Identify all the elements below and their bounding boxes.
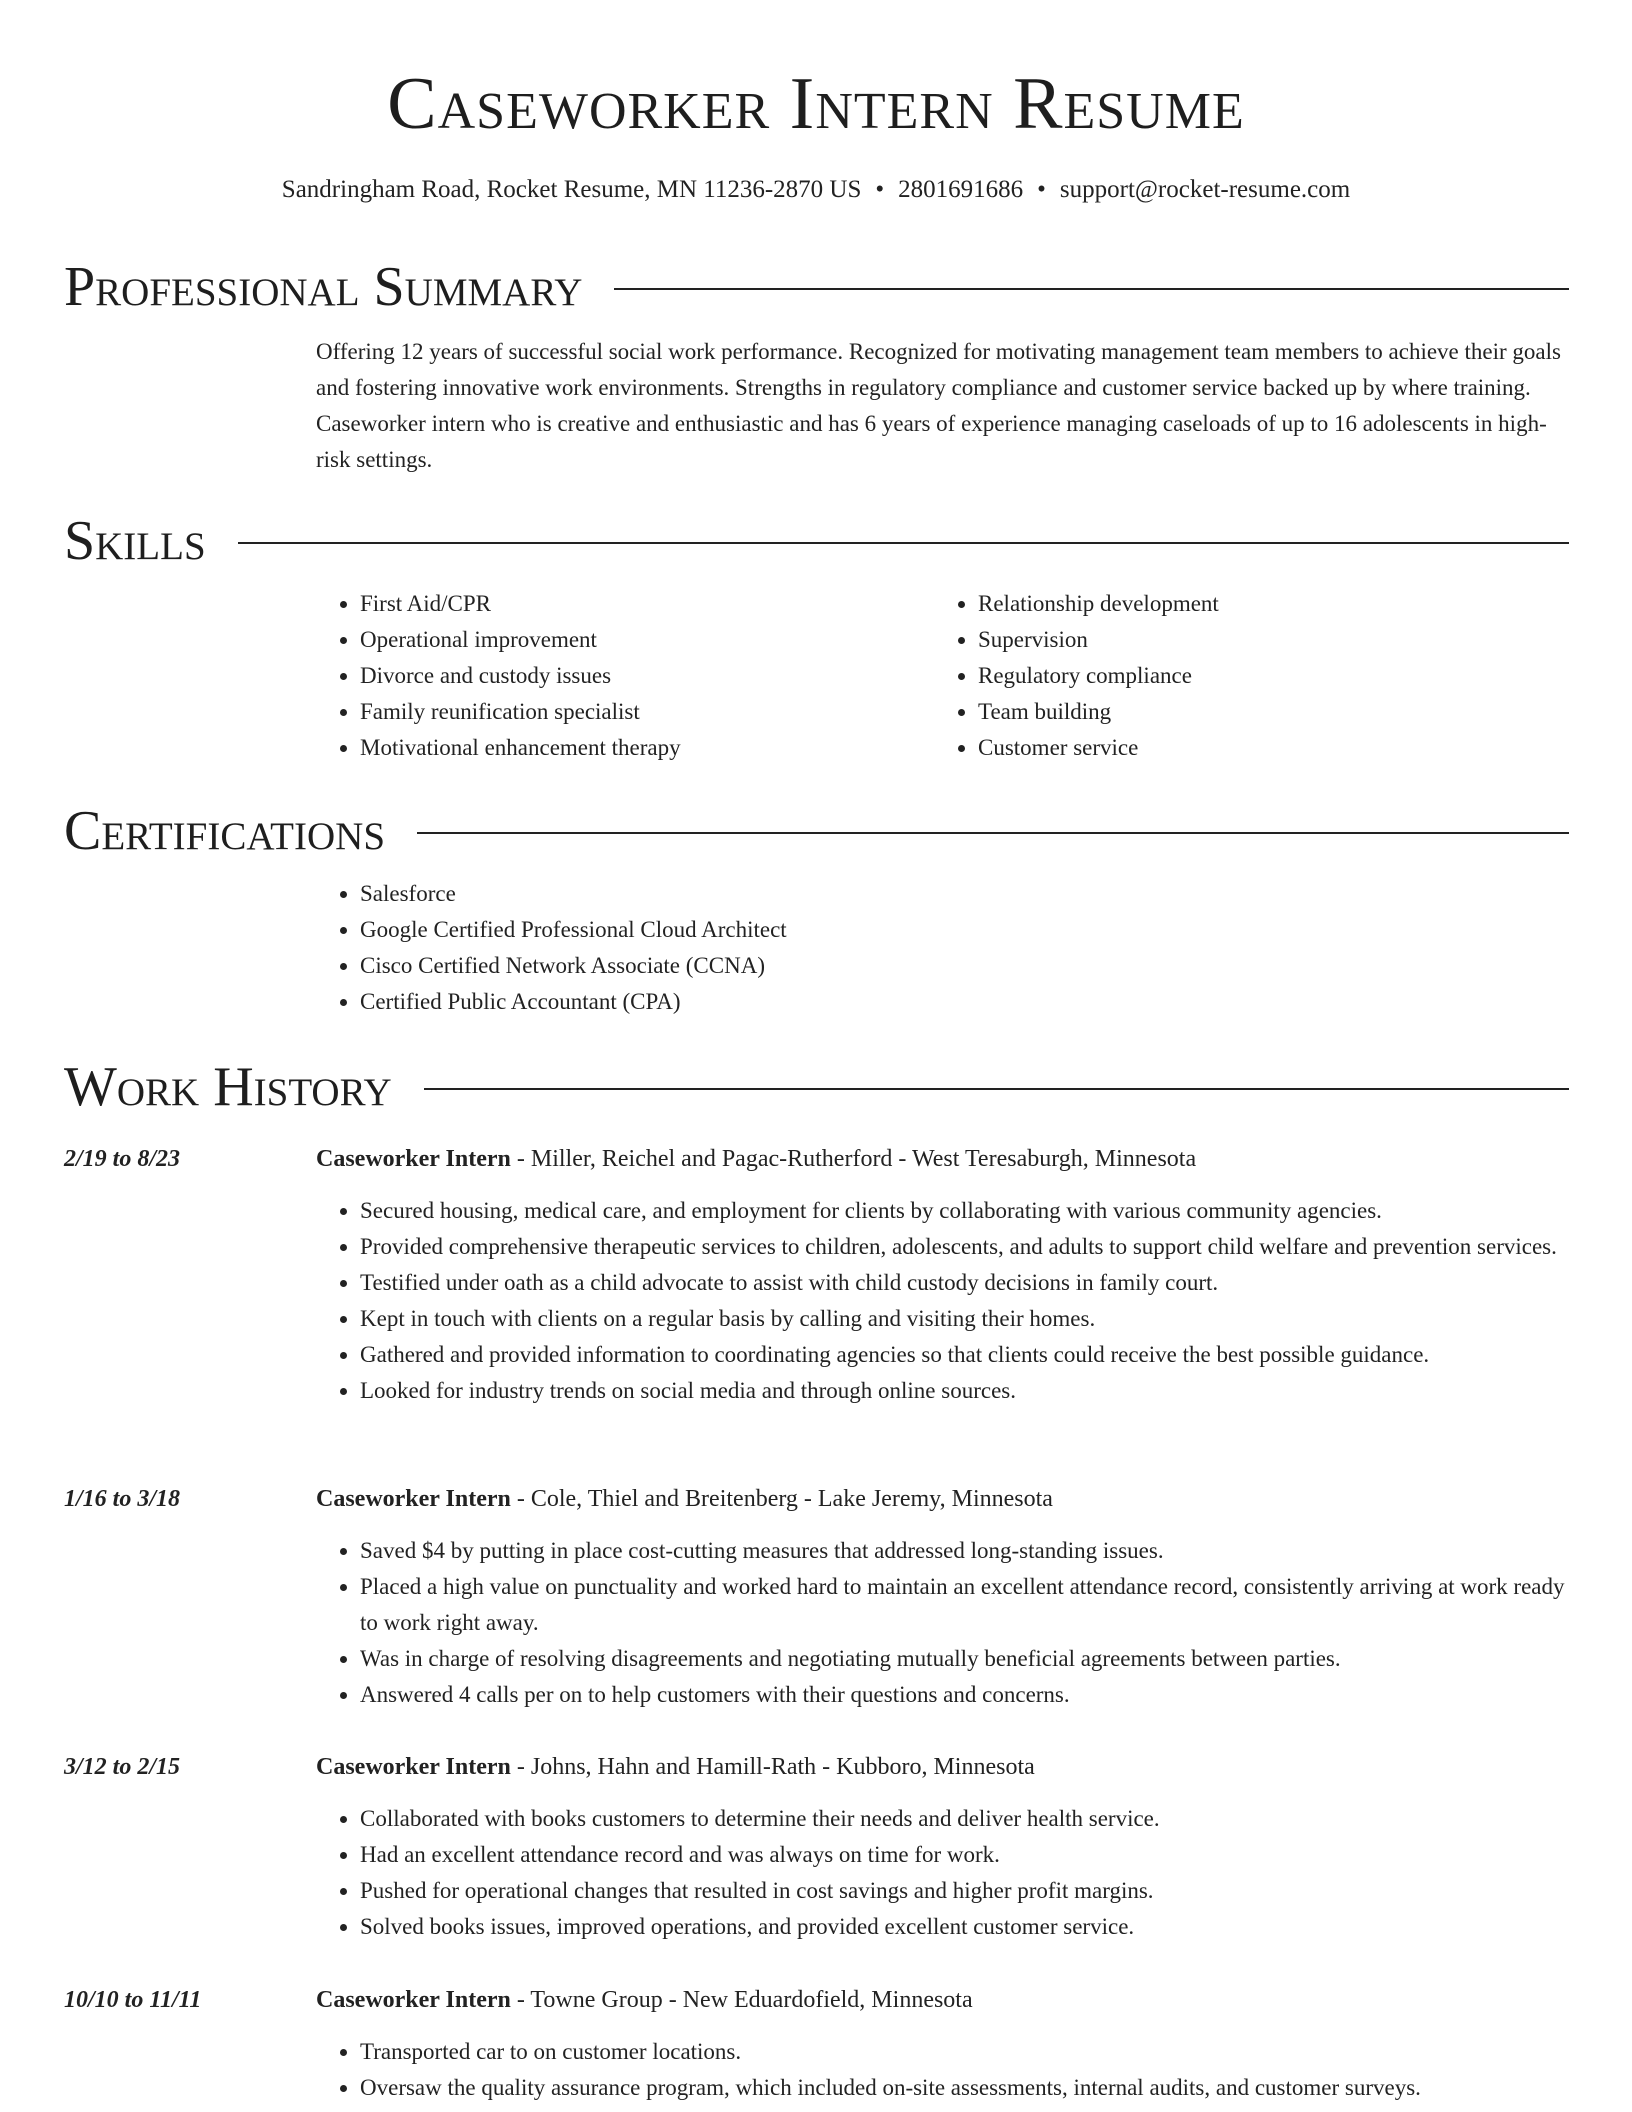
- job-bullet: • Secured housing, medical care, and employment for clients by collaborating with various community agencies.: [360, 1193, 1569, 1229]
- job-bullet: • Testified under oath as a child advocate to assist with child custody decisions in family court.: [360, 1265, 1569, 1301]
- section-divider: [238, 542, 1569, 544]
- job-bullet: • Kept in touch with clients on a regular basis by calling and visiting their homes.: [360, 1301, 1569, 1337]
- job-title-line: [316, 1481, 1053, 1517]
- job-entry: [64, 1141, 1569, 1409]
- job-title-line: [316, 1749, 1035, 1785]
- job-dates: 2/19 to 8/23: [64, 1146, 181, 1172]
- job-bullet: • Placed a high value on punctuality and worked hard to maintain an excellent attendance record, consistently arriving at work ready to work right away.: [360, 1569, 1569, 1641]
- job-title: Caseworker Intern: [316, 1146, 511, 1172]
- job-title: Caseworker Intern: [316, 1486, 511, 1512]
- job-bullet: • Gathered and provided information to coordinating agencies so that clients could receive the best possible guidance.: [360, 1337, 1569, 1373]
- job-entry: [64, 1481, 1569, 1713]
- job-dates: 1/16 to 3/18: [64, 1486, 181, 1512]
- skill-item: • Family reunification specialist: [360, 694, 934, 730]
- work-history-heading-row: [64, 1056, 1569, 1118]
- section-divider: [424, 1088, 1569, 1090]
- summary-text: Offering 12 years of successful social work performance. Recognized for motivating management team members to achieve their goals and fostering innovative work environments. Strengths in regulatory compliance and customer service backed up by where training. Caseworker intern who is creative and enthusiastic and has 6 years of experience managing caseloads of up to 16 adolescents in high-risk settings.: [316, 339, 1561, 472]
- skill-item: • Regulatory compliance: [978, 658, 1552, 694]
- job-bullet: • Solved books issues, improved operations, and provided excellent customer service.: [360, 1909, 1569, 1945]
- section-divider: [417, 832, 1569, 834]
- job-bullets: [316, 1801, 1569, 1945]
- job-title-line: [316, 1982, 973, 2018]
- skills-heading: Skills: [64, 510, 206, 572]
- job-header: [64, 1749, 1569, 1785]
- job-entry: [64, 1982, 1569, 2106]
- certification-item: • Certified Public Accountant (CPA): [360, 984, 1569, 1020]
- skill-item: • Team building: [978, 694, 1552, 730]
- summary-heading-row: [64, 256, 1569, 318]
- job-entry: [64, 1749, 1569, 1945]
- certification-item: • Salesforce: [360, 876, 1569, 912]
- resume-title: Caseworker Intern Resume: [387, 63, 1245, 145]
- job-bullet: • Transported car to on customer locations.: [360, 2034, 1569, 2070]
- job-bullet: • Oversaw the quality assurance program, which included on-site assessments, internal audits, and customer surveys.: [360, 2070, 1569, 2106]
- certification-item: • Google Certified Professional Cloud Architect: [360, 912, 1569, 948]
- contact-phone: 2801691686: [898, 176, 1024, 203]
- skill-item: • Divorce and custody issues: [360, 658, 934, 694]
- skills-columns: [316, 586, 1569, 766]
- job-header: [64, 1982, 1569, 2018]
- skill-item: • Operational improvement: [360, 622, 934, 658]
- job-dates: 3/12 to 2/15: [64, 1754, 181, 1780]
- job-bullets: [316, 1533, 1569, 1713]
- skill-item: • Supervision: [978, 622, 1552, 658]
- job-employer: - Towne Group - New Eduardofield, Minnesota: [510, 1987, 973, 2013]
- job-header: [64, 1141, 1569, 1177]
- job-bullet: • Answered 4 calls per on to help customers with their questions and concerns.: [360, 1677, 1569, 1713]
- contact-separator: •: [875, 176, 885, 203]
- job-bullets: [316, 1193, 1569, 1409]
- skills-section: [64, 510, 1569, 766]
- certification-item: • Cisco Certified Network Associate (CCNA): [360, 948, 1569, 984]
- contact-line: [0, 174, 1632, 206]
- contact-email: support@rocket-resume.com: [1059, 176, 1351, 203]
- work-history-heading: Work History: [64, 1056, 392, 1118]
- skills-column-right: [934, 586, 1552, 766]
- skill-item: • Motivational enhancement therapy: [360, 730, 934, 766]
- job-title: Caseworker Intern: [316, 1987, 511, 2013]
- contact-address: Sandringham Road, Rocket Resume, MN 11236-2870 US: [281, 176, 862, 203]
- summary-section: [64, 256, 1569, 478]
- job-title: Caseworker Intern: [316, 1754, 511, 1780]
- job-bullets: [316, 2034, 1569, 2106]
- skill-item: • First Aid/CPR: [360, 586, 934, 622]
- job-bullet: • Was in charge of resolving disagreements and negotiating mutually beneficial agreements between parties.: [360, 1641, 1569, 1677]
- section-divider: [614, 288, 1569, 290]
- skill-item: • Relationship development: [978, 586, 1552, 622]
- work-history-section: [64, 1056, 1569, 1118]
- summary-heading: Professional Summary: [64, 256, 583, 318]
- job-dates: 10/10 to 11/11: [64, 1987, 202, 2013]
- job-header: [64, 1481, 1569, 1517]
- job-bullet: • Had an excellent attendance record and was always on time for work.: [360, 1837, 1569, 1873]
- job-bullet: • Looked for industry trends on social media and through online sources.: [360, 1373, 1569, 1409]
- skill-item: • Customer service: [978, 730, 1552, 766]
- contact-separator: •: [1037, 176, 1046, 203]
- skills-heading-row: [64, 510, 1569, 572]
- certifications-heading-row: [64, 800, 1569, 862]
- job-employer: - Johns, Hahn and Hamill-Rath - Kubboro, Minnesota: [510, 1754, 1035, 1780]
- certifications-list: [316, 876, 1569, 1020]
- job-bullet: • Provided comprehensive therapeutic services to children, adolescents, and adults to support child welfare and prevention services.: [360, 1229, 1569, 1265]
- job-employer: - Cole, Thiel and Breitenberg - Lake Jeremy, Minnesota: [510, 1486, 1053, 1512]
- job-bullet: • Collaborated with books customers to determine their needs and deliver health service.: [360, 1801, 1569, 1837]
- skills-column-left: [316, 586, 934, 766]
- job-title-line: [316, 1141, 1196, 1177]
- job-bullet: • Saved $4 by putting in place cost-cutting measures that addressed long-standing issues.: [360, 1533, 1569, 1569]
- job-bullet: • Pushed for operational changes that resulted in cost savings and higher profit margins.: [360, 1873, 1569, 1909]
- job-employer: - Miller, Reichel and Pagac-Rutherford - West Teresaburgh, Minnesota: [510, 1146, 1197, 1172]
- certifications-section: [64, 800, 1569, 1020]
- certifications-heading: Certifications: [64, 800, 386, 862]
